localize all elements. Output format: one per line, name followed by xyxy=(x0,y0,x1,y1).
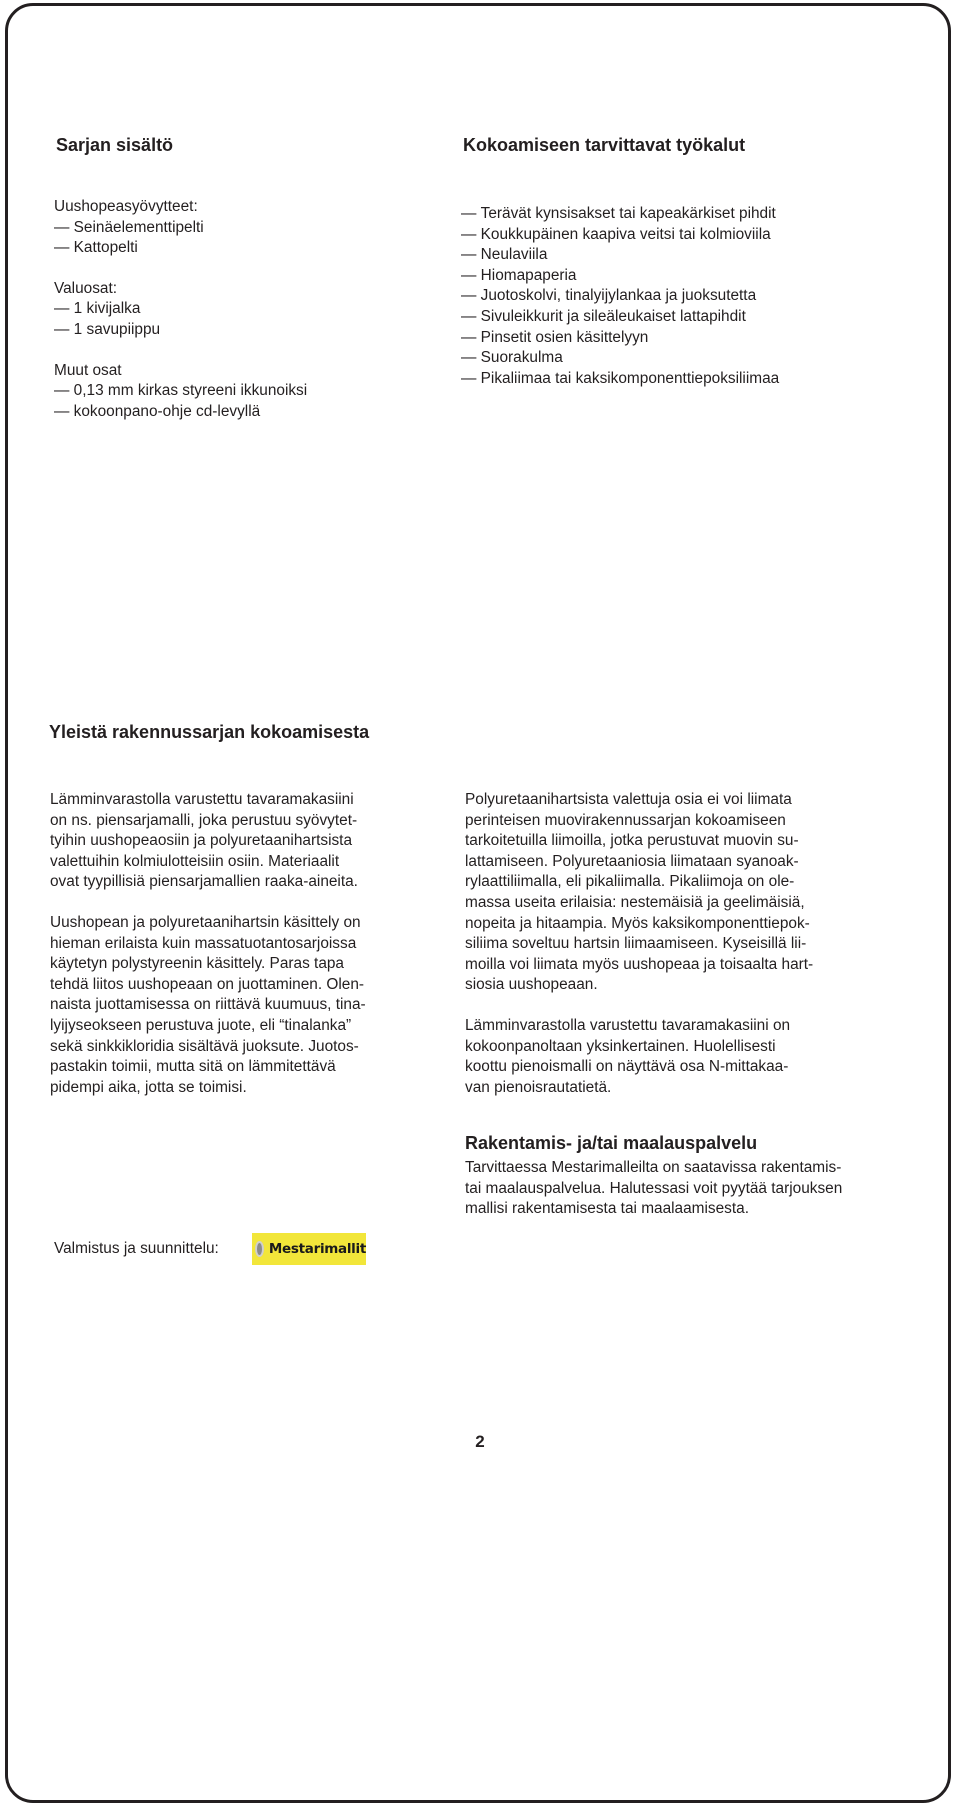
text-line: Uushopean ja polyuretaanihartsin käsittely on xyxy=(50,913,361,931)
text-line: Tarvittaessa Mestarimalleilta on saatavissa rakentamis- xyxy=(465,1159,842,1176)
tools-list xyxy=(461,204,931,389)
text-line: pastakin toimii, mutta sitä on lämmitettävä xyxy=(50,1058,336,1076)
text-line: sekä sinkkikloridia sisältävä juoksute. Juotos- xyxy=(50,1037,359,1055)
right-column xyxy=(465,790,935,1098)
text-line: pidempi aika, jotta se toimisi. xyxy=(50,1078,247,1096)
text-line: lyijyseokseen perustuva juote, eli “tinalanka” xyxy=(50,1016,352,1034)
tools-heading: Kokoamiseen tarvittavat työkalut xyxy=(463,135,746,155)
contents-group-title: Valuosat: xyxy=(54,279,118,297)
text-line: tehdä liitos uushopeaan on juottaminen. Olen- xyxy=(50,975,365,993)
service-heading: Rakentamis- ja/tai maalauspalvelu xyxy=(465,1133,758,1153)
list-item: — Koukkupäinen kaapiva veitsi tai kolmioviila xyxy=(461,225,931,246)
text-line: ovat tyypillisiä piensarjamallien raaka-aineita. xyxy=(50,873,358,891)
text-line: Polyuretaanihartsista valettuja osia ei voi liimata xyxy=(465,791,792,808)
text-line: käytetyn polystyreenin käsittely. Paras tapa xyxy=(50,955,344,973)
text-line: on ns. piensarjamalli, joka perustuu syövytet- xyxy=(50,811,358,829)
list-item: — Seinäelementtipelti xyxy=(54,218,434,239)
service-text xyxy=(465,1158,935,1220)
list-item: — Pikaliimaa tai kaksikomponenttiepoksiliimaa xyxy=(461,369,931,390)
contents-heading: Sarjan sisältö xyxy=(56,135,174,155)
left-column xyxy=(50,790,430,1098)
text-line: moilla voi liimata myös uushopeaa ja toisaalta hart- xyxy=(465,955,814,973)
text-line: valettuihin kolmiulotteisiin osiin. Materiaalit xyxy=(50,852,340,870)
text-line: tarkoitetuilla liimoilla, jotka perustuvat muovin su- xyxy=(465,832,799,850)
list-item: — Hiomapaperia xyxy=(461,266,931,287)
text-line: massa useita erilaisia: nestemäisiä ja geelimäisiä, xyxy=(465,893,805,911)
text-line: tyihin uushopeaosiin ja polyuretaanihartsista xyxy=(50,832,353,850)
text-line: Lämminvarastolla varustettu tavaramakasiini xyxy=(50,791,354,808)
text-line: siliima soveltuu hartsin liimaamiseen. Kyseisillä lii- xyxy=(465,935,807,953)
list-item: — Kattopelti xyxy=(54,238,434,259)
text-line: lattamiseen. Polyuretaaniosia liimataan syanoak- xyxy=(465,852,799,870)
list-item: — kokoonpano-ohje cd-levyllä xyxy=(54,402,434,423)
maker-label: Valmistus ja suunnittelu: xyxy=(54,1240,219,1257)
text-line: van pienoisrautatietä. xyxy=(465,1078,612,1096)
contents-list xyxy=(54,197,434,422)
list-item: — Suorakulma xyxy=(461,348,931,369)
text-line: tai maalauspalvelua. Halutessasi voit pyytää tarjouksen xyxy=(465,1179,843,1197)
list-item: — Neulaviila xyxy=(461,245,931,266)
text-line: Lämminvarastolla varustettu tavaramakasiini on xyxy=(465,1016,791,1034)
list-item: — Terävät kynsisakset tai kapeakärkiset pihdit xyxy=(461,204,931,225)
list-item: — Pinsetit osien käsittelyyn xyxy=(461,328,931,349)
list-item: — 0,13 mm kirkas styreeni ikkunoiksi xyxy=(54,381,434,402)
contents-group-title: Muut osat xyxy=(54,361,122,379)
text-line: nopeita ja hitaampia. Myös kaksikomponenttiepok- xyxy=(465,914,810,932)
list-item: — Juotoskolvi, tinalyijylankaa ja juoksutetta xyxy=(461,286,931,307)
logo-emblem-icon xyxy=(255,1241,264,1257)
text-line: perinteisen muovirakennussarjan kokoamiseen xyxy=(465,811,786,829)
list-item: — 1 kivijalka xyxy=(54,299,434,320)
text-line: koottu pienoismalli on näyttävä osa N-mittakaa- xyxy=(465,1058,789,1076)
text-line: kokoonpanoltaan yksinkertainen. Huolellisesti xyxy=(465,1037,776,1055)
contents-group-title: Uushopeasyövytteet: xyxy=(54,198,198,215)
text-line: hieman erilaista kuin massatuotantosarjoissa xyxy=(50,934,357,952)
general-heading: Yleistä rakennussarjan kokoamisesta xyxy=(49,722,370,742)
page-number: 2 xyxy=(475,1432,485,1451)
list-item: — 1 savupiippu xyxy=(54,320,434,341)
text-line: siosia uushopeaan. xyxy=(465,976,598,994)
mestarimallit-logo xyxy=(252,1233,366,1265)
logo-text: Mestarimallit xyxy=(268,1241,366,1257)
list-item: — Sivuleikkurit ja sileäleukaiset lattapihdit xyxy=(461,307,931,328)
text-line: mallisi rakentamisesta tai maalaamisesta. xyxy=(465,1200,749,1218)
text-line: rylaattiliimalla, eli pikaliimalla. Pikaliimoja on ole- xyxy=(465,873,795,891)
text-line: naista juottamisessa on riittävä kuumuus, tina- xyxy=(50,996,366,1014)
